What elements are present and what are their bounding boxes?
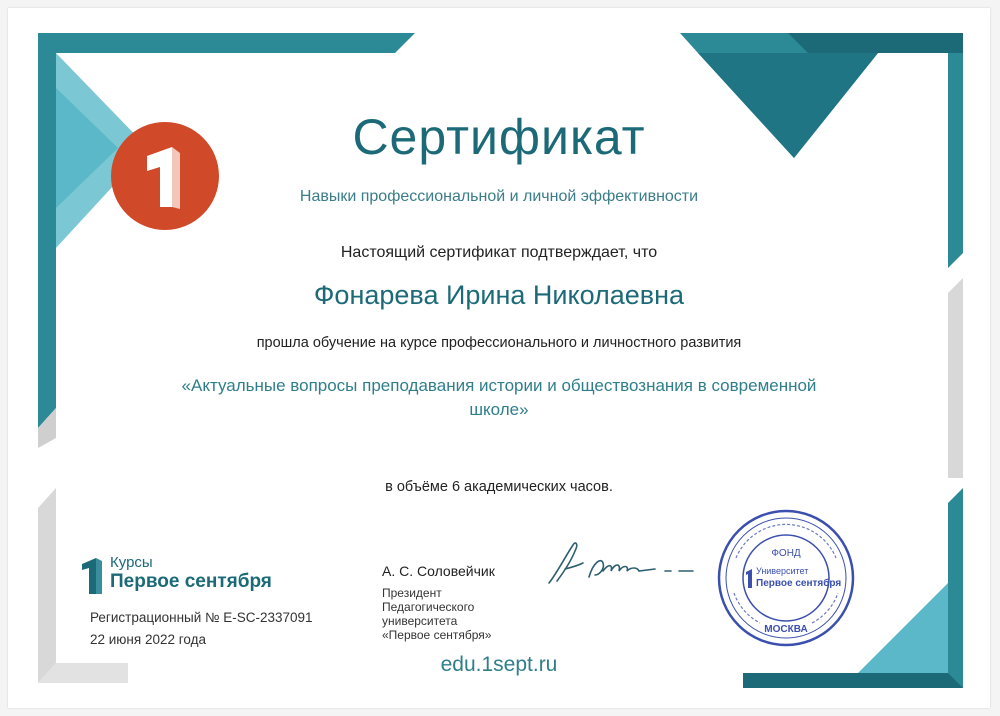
- hours-text: в объёме 6 академических часов.: [385, 479, 613, 495]
- brand-big-text: Первое сентября: [110, 571, 272, 592]
- stamp-line1: Университет: [756, 566, 809, 576]
- person-name: Фонарева Ирина Николаевна: [313, 280, 685, 310]
- signer-position-line: «Первое сентября»: [382, 628, 492, 642]
- stamp: [716, 508, 856, 653]
- brand-one-icon: [80, 556, 104, 594]
- certificate-subtitle: Навыки профессиональной и личной эффективности: [299, 188, 699, 205]
- registration-date: 22 июня 2022 года: [90, 632, 206, 647]
- signer-position-line: университета: [382, 614, 458, 628]
- handwritten-signature: [543, 533, 713, 593]
- frame-top-left: [38, 33, 415, 428]
- stamp-bottom-text: МОСКВА: [764, 624, 808, 635]
- signer-position: [382, 586, 532, 642]
- certificate-title: Сертификат: [352, 109, 646, 165]
- confirm-text: Настоящий сертификат подтверждает, что: [340, 244, 658, 261]
- signer-name: А. С. Соловейчик: [382, 563, 495, 579]
- signer-position-line: Президент: [382, 586, 442, 600]
- course-title: «Актуальные вопросы преподавания истории и обществознания в современной школе»: [181, 376, 817, 419]
- registration-number: Регистрационный № E-SC-2337091: [90, 610, 313, 625]
- signer-position-line: Педагогического: [382, 600, 475, 614]
- certificate-sheet: [8, 8, 990, 708]
- footer-url[interactable]: edu.1sept.ru: [440, 653, 558, 676]
- stamp-top-text: ФОНД: [771, 548, 801, 559]
- frame-top-right-dark: [788, 33, 963, 53]
- stamp-logo-icon: [746, 569, 752, 588]
- stamp-seal: [716, 508, 856, 648]
- stamp-line2: Первое сентября: [756, 578, 842, 589]
- course-intro: прошла обучение на курсе профессионального и личностного развития: [256, 335, 742, 351]
- brand-small-text: Курсы: [110, 554, 153, 571]
